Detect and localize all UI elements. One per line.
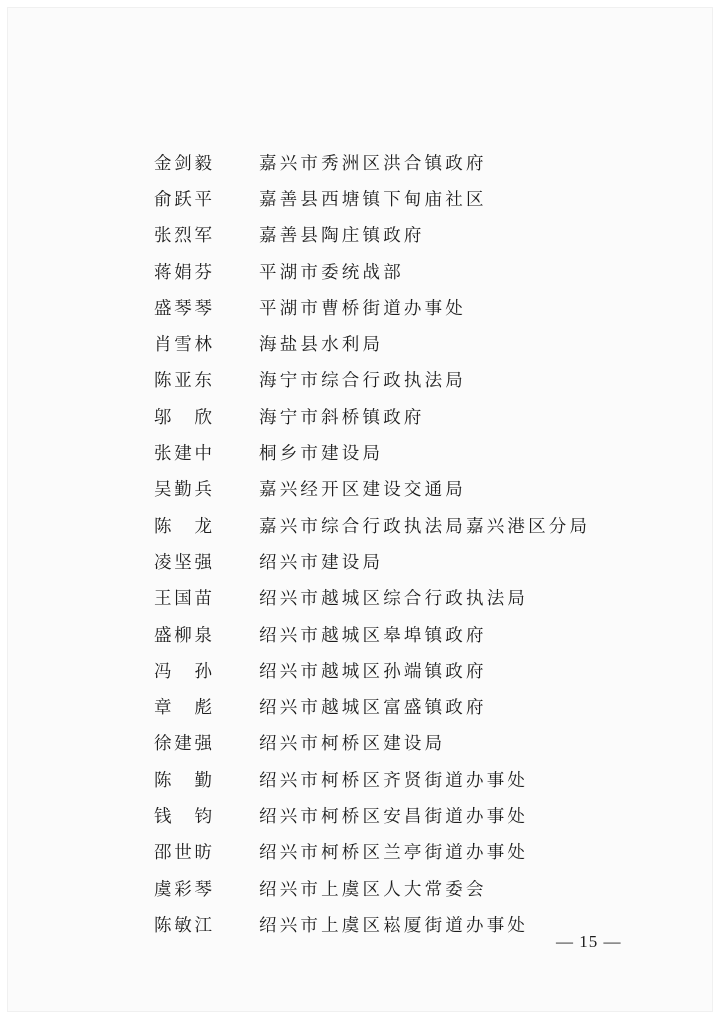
organization-name: 绍兴市柯桥区安昌街道办事处 (259, 806, 529, 827)
person-name: 虞彩琴 (154, 879, 212, 900)
person-name: 徐建强 (154, 734, 212, 755)
organization-name: 绍兴市柯桥区齐贤街道办事处 (259, 770, 529, 791)
organization-name: 嘉善县陶庄镇政府 (259, 226, 425, 247)
person-name: 凌坚强 (154, 552, 212, 573)
roster-row (154, 144, 590, 180)
organization-name: 绍兴市越城区皋埠镇政府 (259, 625, 487, 646)
person-name: 蒋娟芬 (154, 262, 212, 283)
roster-row (154, 688, 590, 724)
roster-list (154, 144, 590, 943)
roster-row (154, 616, 590, 652)
organization-name: 嘉兴市秀洲区洪合镇政府 (259, 153, 487, 174)
organization-name: 绍兴市柯桥区兰亭街道办事处 (259, 843, 529, 864)
organization-name: 海盐县水利局 (259, 335, 384, 356)
roster-row (154, 834, 590, 870)
roster-row (154, 507, 590, 543)
person-name: 吴勤兵 (154, 480, 212, 501)
roster-row (154, 362, 590, 398)
organization-name: 海宁市综合行政执法局 (259, 371, 466, 392)
person-name: 金剑毅 (154, 153, 212, 174)
person-name: 邬欣 (154, 407, 212, 428)
organization-name: 嘉善县西塘镇下甸庙社区 (259, 189, 487, 210)
person-name: 肖雪林 (154, 335, 212, 356)
person-name: 陈亚东 (154, 371, 212, 392)
organization-name: 嘉兴经开区建设交通局 (259, 480, 466, 501)
person-name: 张建中 (154, 444, 212, 465)
roster-row (154, 652, 590, 688)
person-name: 章彪 (154, 698, 212, 719)
roster-row (154, 761, 590, 797)
person-name: 盛琴琴 (154, 298, 212, 319)
roster-row (154, 906, 590, 942)
roster-row (154, 289, 590, 325)
roster-row (154, 543, 590, 579)
roster-row (154, 253, 590, 289)
person-name: 盛柳泉 (154, 625, 212, 646)
roster-row (154, 180, 590, 216)
roster-row (154, 725, 590, 761)
page-number: — 15 — (556, 932, 622, 951)
organization-name: 桐乡市建设局 (259, 444, 384, 465)
person-name: 冯孙 (154, 661, 212, 682)
roster-row (154, 325, 590, 361)
roster-row (154, 870, 590, 906)
person-name: 陈敏江 (154, 915, 212, 936)
person-name: 钱钧 (154, 806, 212, 827)
roster-row (154, 434, 590, 470)
organization-name: 绍兴市越城区富盛镇政府 (259, 698, 487, 719)
person-name: 张烈军 (154, 226, 212, 247)
organization-name: 绍兴市上虞区崧厦街道办事处 (259, 915, 529, 936)
person-name: 陈龙 (154, 516, 212, 537)
organization-name: 平湖市委统战部 (259, 262, 404, 283)
organization-name: 绍兴市越城区孙端镇政府 (259, 661, 487, 682)
person-name: 邵世昉 (154, 843, 212, 864)
organization-name: 绍兴市越城区综合行政执法局 (259, 589, 529, 610)
roster-row (154, 217, 590, 253)
roster-row (154, 398, 590, 434)
roster-row (154, 797, 590, 833)
roster-row (154, 580, 590, 616)
organization-name: 绍兴市上虞区人大常委会 (259, 879, 487, 900)
organization-name: 海宁市斜桥镇政府 (259, 407, 425, 428)
document-page (8, 8, 712, 1011)
person-name: 俞跃平 (154, 189, 212, 210)
person-name: 王国苗 (154, 589, 212, 610)
roster-row (154, 471, 590, 507)
organization-name: 嘉兴市综合行政执法局嘉兴港区分局 (259, 516, 591, 537)
organization-name: 平湖市曹桥街道办事处 (259, 298, 466, 319)
organization-name: 绍兴市柯桥区建设局 (259, 734, 446, 755)
person-name: 陈勤 (154, 770, 212, 791)
organization-name: 绍兴市建设局 (259, 552, 384, 573)
